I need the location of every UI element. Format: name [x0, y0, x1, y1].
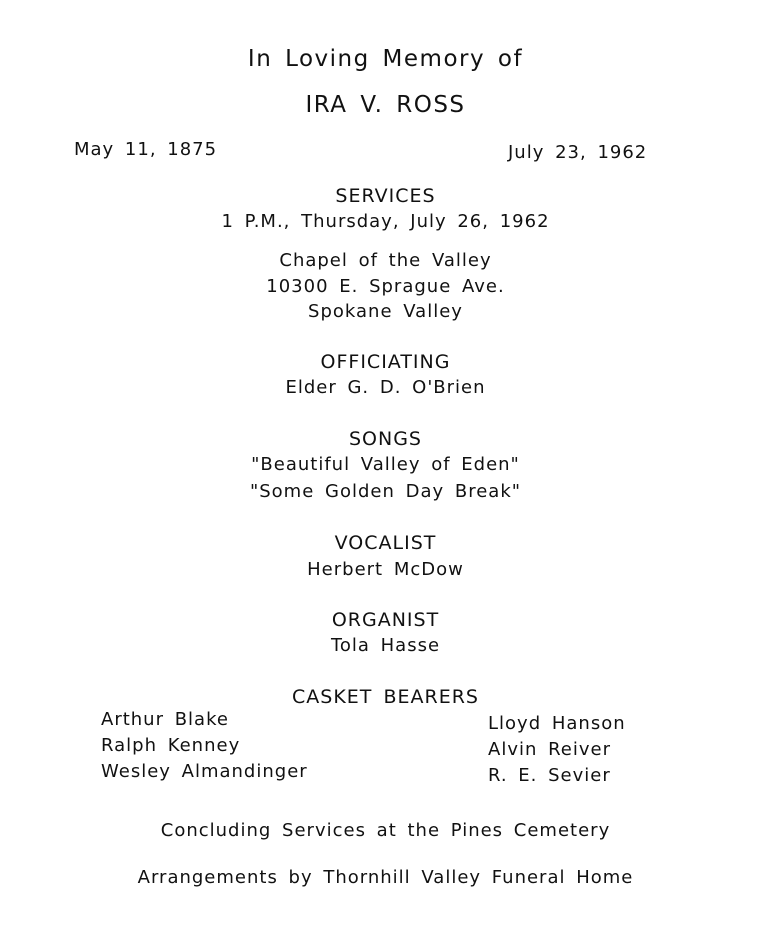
services-location-line: Chapel of the Valley: [279, 250, 492, 271]
organist-name: Tola Hasse: [330, 635, 441, 656]
casket-bearers-right-column: [488, 711, 626, 789]
services-heading: SERVICES: [335, 185, 436, 207]
officiating-name: Elder G. D. O'Brien: [285, 377, 486, 398]
organist-heading: ORGANIST: [331, 609, 440, 631]
vocalist-heading: VOCALIST: [334, 532, 437, 554]
casket-bearers-heading: CASKET BEARERS: [292, 686, 479, 708]
casket-bearer-name: Alvin Reiver: [488, 739, 611, 760]
deceased-name: IRA V. ROSS: [305, 92, 466, 118]
concluding-services: Concluding Services at the Pines Cemetery: [160, 820, 611, 841]
services-time: 1 P.M., Thursday, July 26, 1962: [221, 211, 550, 232]
casket-bearer-name: Arthur Blake: [101, 709, 229, 730]
casket-bearer-name: R. E. Sevier: [488, 765, 611, 786]
services-location-line: 10300 E. Sprague Ave.: [266, 276, 505, 297]
song-title: "Beautiful Valley of Eden": [251, 454, 520, 475]
casket-bearer-name: Wesley Almandinger: [101, 761, 308, 782]
casket-bearers-left-column: [101, 707, 308, 785]
vocalist-name: Herbert McDow: [307, 559, 464, 580]
officiating-heading: OFFICIATING: [320, 351, 451, 373]
intro-line: In Loving Memory of: [247, 46, 524, 72]
casket-bearer-name: Ralph Kenney: [101, 735, 241, 756]
casket-bearer-name: Lloyd Hanson: [488, 713, 626, 734]
services-location-line: Spokane Valley: [308, 301, 463, 322]
arrangements-line: Arrangements by Thornhill Valley Funeral Home: [137, 867, 634, 888]
birth-date: May 11, 1875: [74, 139, 218, 160]
death-date: July 23, 1962: [508, 142, 648, 163]
songs-heading: SONGS: [348, 428, 422, 450]
song-title: "Some Golden Day Break": [249, 481, 522, 502]
